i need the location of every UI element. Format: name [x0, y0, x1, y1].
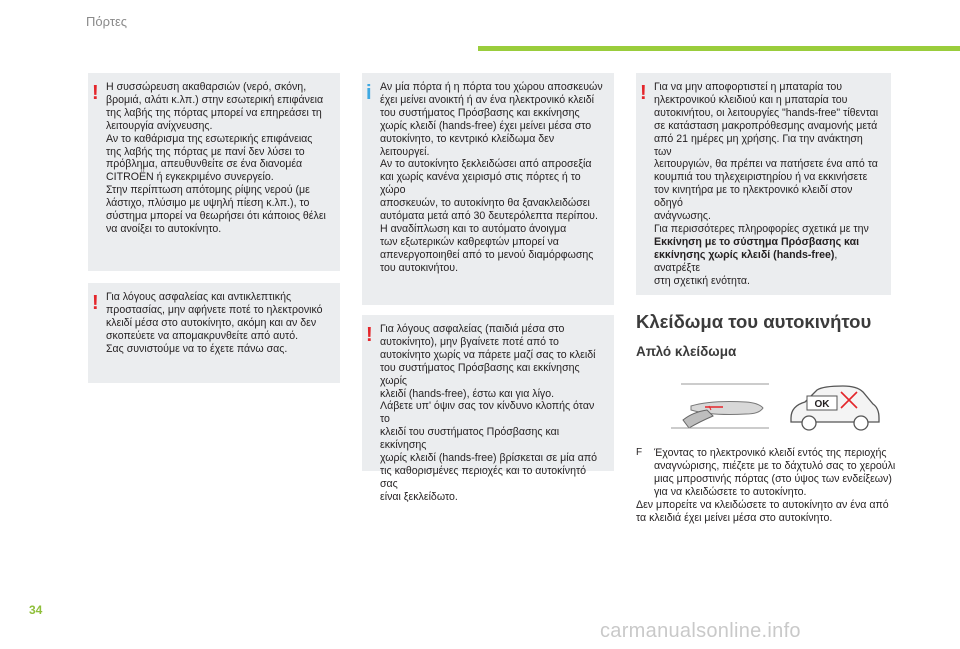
header-accent-bar	[478, 46, 960, 51]
list-item	[636, 447, 901, 499]
section-title: Κλείδωμα του αυτοκινήτου	[636, 311, 872, 332]
car-lock-illustration	[783, 376, 883, 438]
info-text: Αν μία πόρτα ή η πόρτα του χώρου αποσκευών έχει μείνει ανοικτή ή αν ένα ηλεκτρονικό κλειδί του συστήματος Πρόσβασης και εκκίνησης χωρίς κλειδί (hands-free) έχει μείνει μέσα στο αυτοκίνητο, το κεντρικό κλείδωμα δεν λειτουργεί. Αν το αυτοκίνητο ξεκλειδώσει από απροσεξία και χωρίς κανένα χειρισμό στις πόρτες ή το χώρο αποσκευών, το αυτοκίνητο θα ξανακλειδώσει αυτόματα μετά από 30 δευτερόλεπτα περίπου. Η αναδίπλωση και το αυτόματο άνοιγμα των εξωτερικών καθρεφτών μπορεί να απενεργοποιηθεί από το μενού διαμόρφωσης του αυτοκινήτου.	[380, 81, 603, 274]
locking-note: Δεν μπορείτε να κλειδώσετε το αυτοκίνητο αν ένα από τα κλειδιά έχει μείνει μέσα στο αυτοκίνητο.	[636, 498, 889, 524]
warning-text: Για λόγους ασφαλείας και αντικλεπτικής προστασίας, μην αφήνετε ποτέ το ηλεκτρονικό κλειδί μέσα στο αυτοκίνητο, ακόμη και αν δεν σκοπεύετε να απομακρυνθείτε από αυτό. Σας συνιστούμε να το έχετε πάνω σας.	[106, 291, 323, 355]
warning-text: Για να μην αποφορτιστεί η μπαταρία του ηλεκτρονικού κλειδιού και η μπαταρία του αυτοκινήτου, οι λειτουργίες "hands-free" τίθενται σε κατάσταση μακροπρόθεσμης αναμονής μετά από 21 ημέρες μη χρήσης. Για την ανάκτηση των λειτουργιών, θα πρέπει να πατήσετε ένα από τα κουμπιά του τηλεχειριστηρίου ή να εκκινήσετε τον κινητήρα με το ηλεκτρονικό κλειδί στον οδηγό ανάγνωσης. Για περισσότερες πληροφορίες σχετικά με την Εκκίνηση με το σύστημα Πρόσβασης και εκκίνησης χωρίς κλειδί (hands-free), ανατρέξτε στη σχετική ενότητα.	[654, 81, 879, 287]
warning-text: Η συσσώρευση ακαθαρσιών (νερό, σκόνη, βρομιά, αλάτι κ.λπ.) στην εσωτερική επιφάνεια της λαβής της πόρτας μπορεί να επηρεάσει τη λειτουργία ανίχνευσης. Αν το καθάρισμα της εσωτερικής επιφάνειας της λαβής της πόρτας με πανί δεν λύσει το πρόβλημα, απευθυνθείτε σε ένα διανομέα CITROËN ή εγκεκριμένο συνεργείο. Στην περίπτωση απότομης ρίψης νερού (με λάστιχο, πλύσιμο με υψηλή πίεση κ.λπ.), το σύστημα μπορεί να θεωρήσει ότι κάποιος θέλει να ανοίξει το αυτοκίνητο.	[106, 81, 326, 235]
warning-box-battery	[636, 73, 891, 295]
warning-icon: !	[92, 292, 99, 314]
warning-text: Για λόγους ασφαλείας (παιδιά μέσα στο αυτοκίνητο), μην βγαίνετε ποτέ από το αυτοκίνητο χωρίς να πάρετε μαζί σας το κλειδί του συστήματος Πρόσβασης και εκκίνησης χωρίς κλειδί (hands-free), έστω και για λίγο. Λάβετε υπ' όψιν σας τον κίνδυνο κλοπής όταν το κλειδί του συστήματος Πρόσβασης και εκκίνησης χωρίς κλειδί (hands-free) βρίσκεται σε μία από τις καθορισμένες περιοχές και το αυτοκίνητό σας είναι ξεκλείδωτο.	[380, 323, 598, 503]
warning-icon: !	[92, 82, 99, 104]
subsection-title: Απλό κλείδωμα	[636, 344, 737, 359]
locking-instructions	[636, 447, 901, 524]
bullet-text: Έχοντας το ηλεκτρονικό κλειδί εντός της περιοχής αναγνώρισης, πιέζετε με το δάχτυλό σας το χερούλι μιας μπροστινής πόρτας (στο ύψος των ενδείξεων) για να κλειδώσετε το αυτοκίνητο.	[654, 447, 896, 498]
page-number: 34	[29, 603, 43, 617]
watermark: carmanualsonline.info	[600, 620, 801, 642]
info-icon: i	[366, 82, 372, 104]
bullet-arrow-icon: F	[636, 447, 643, 458]
ok-label: OK	[814, 399, 830, 410]
warning-box-children	[362, 315, 614, 503]
info-box-central-locking	[362, 73, 614, 305]
warning-icon: !	[366, 324, 373, 346]
warning-box-key-inside	[88, 283, 340, 383]
door-handle-illustration	[651, 376, 771, 438]
warning-box-detection	[88, 73, 340, 271]
warning-icon: !	[640, 82, 647, 104]
bold-reference: Εκκίνηση με το σύστημα Πρόσβασης και εκκίνησης χωρίς κλειδί (hands-free)	[654, 235, 860, 261]
page-header-title: Πόρτες	[86, 14, 128, 29]
